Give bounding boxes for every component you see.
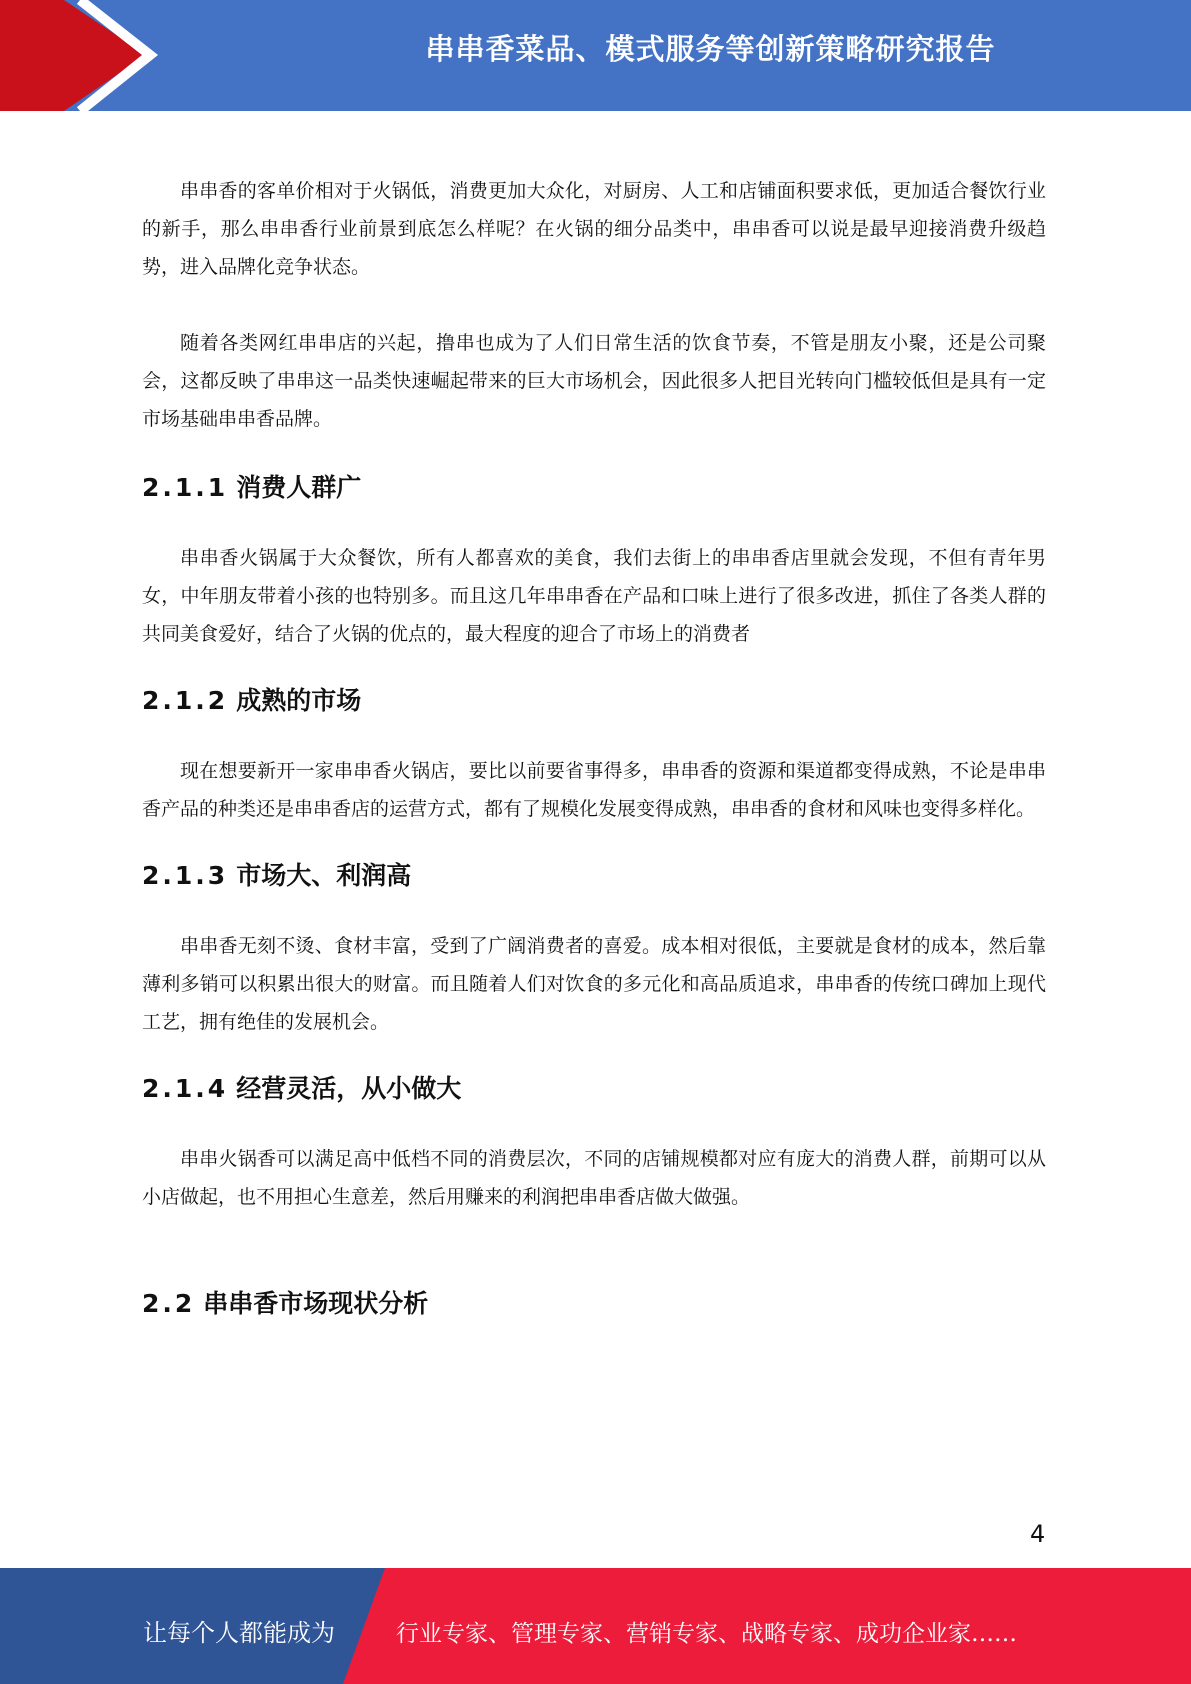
section-number: 2.2: [142, 1289, 196, 1318]
header-band: [0, 0, 1191, 111]
section-title: 串串香市场现状分析: [203, 1289, 429, 1318]
red-arrow-shape: [0, 0, 146, 111]
paragraph-market-opportunity: 随着各类网红串串店的兴起，撸串也成为了人们日常生活的饮食节奏，不管是朋友小聚，还是公司聚会，这都反映了串串这一品类快速崛起带来的巨大市场机会，因此很多人把目光转向门槛较低但是具有一定市场基础串串香品牌。: [142, 332, 1046, 430]
footer-band: [0, 1568, 1191, 1684]
section-heading-2-1-1: [142, 468, 1046, 508]
section-number: 2.1.3: [142, 861, 229, 890]
page-number: 4: [1030, 1520, 1046, 1548]
paragraph-mature-market: 现在想要新开一家串串香火锅店，要比以前要省事得多，串串香的资源和渠道都变得成熟，不论是串串香产品的种类还是串串香店的运营方式，都有了规模化发展变得成熟，串串香的食材和风味也变得多样化。: [142, 760, 1046, 820]
section-number: 2.1.4: [142, 1074, 229, 1103]
paragraph-flexible-operation: 串串火锅香可以满足高中低档不同的消费层次，不同的店铺规模都对应有庞大的消费人群，前期可以从小店做起，也不用担心生意差，然后用赚来的利润把串串香店做大做强。: [142, 1148, 1046, 1208]
document-body: [142, 172, 1046, 1324]
section-title: 成熟的市场: [236, 686, 362, 715]
footer-slogan-right: 行业专家、管理专家、营销专家、战略专家、成功企业家……: [396, 1621, 1017, 1647]
section-number: 2.1.1: [142, 473, 229, 502]
section-heading-2-1-4: [142, 1069, 1046, 1109]
section-heading-2-1-3: [142, 856, 1046, 896]
footer-slogan-left: 让每个人都能成为: [143, 1619, 335, 1647]
report-title: 串串香菜品、模式服务等创新策略研究报告: [425, 32, 996, 66]
paragraph-intro: 串串香的客单价相对于火锅低，消费更加大众化，对厨房、人工和店铺面积要求低，更加适合餐饮行业的新手，那么串串香行业前景到底怎么样呢？在火锅的细分品类中，串串香可以说是最早迎接消费升级趋势，进入品牌化竞争状态。: [142, 180, 1046, 278]
section-title: 消费人群广: [236, 473, 362, 502]
section-heading-2-2: [142, 1284, 1046, 1324]
section-title: 市场大、利润高: [236, 861, 412, 890]
paragraph-high-profit: 串串香无刻不烫、食材丰富，受到了广阔消费者的喜爱。成本相对很低，主要就是食材的成本，然后靠薄利多销可以积累出很大的财富。而且随着人们对饮食的多元化和高品质追求，串串香的传统口碑加上现代工艺，拥有绝佳的发展机会。: [142, 935, 1046, 1033]
section-number: 2.1.2: [142, 686, 229, 715]
section-title: 经营灵活，从小做大: [236, 1074, 462, 1103]
paragraph-wide-audience: 串串香火锅属于大众餐饮，所有人都喜欢的美食，我们去街上的串串香店里就会发现，不但有青年男女，中年朋友带着小孩的也特别多。而且这几年串串香在产品和口味上进行了很多改进，抓住了各类人群的共同美食爱好，结合了火锅的优点的，最大程度的迎合了市场上的消费者: [142, 547, 1046, 645]
section-heading-2-1-2: [142, 681, 1046, 721]
